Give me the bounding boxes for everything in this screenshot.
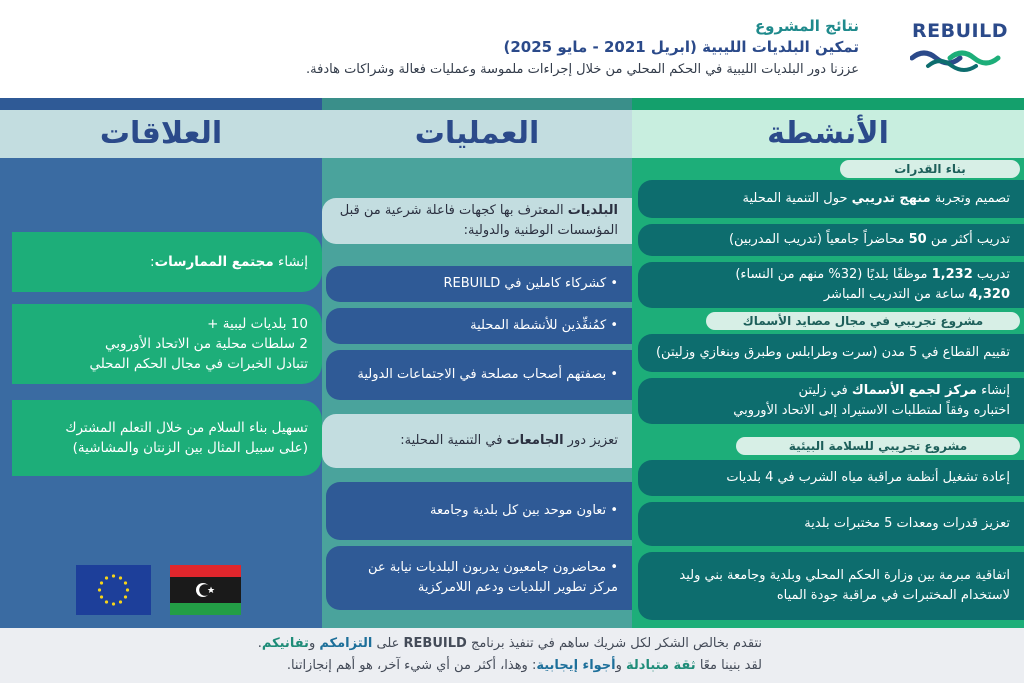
text: تدريب bbox=[972, 267, 1010, 282]
rebuild-waves-icon bbox=[910, 46, 1002, 74]
page-subtitle: تمكين البلديات الليبية (ابريل 2021 - مايو 2025) bbox=[503, 38, 859, 56]
text: و bbox=[308, 636, 320, 651]
text-bold: منهج تدريبي bbox=[851, 191, 931, 206]
activity-fish-assessment bbox=[638, 334, 1024, 372]
relation-municipalities-exchange bbox=[12, 304, 322, 384]
text: • بصفتهم أصحاب مصلحة في الاجتماعات الدولية bbox=[357, 367, 618, 382]
activity-staff-training bbox=[638, 262, 1024, 308]
text-bold: 50 bbox=[908, 232, 927, 247]
text: في زليتن bbox=[798, 383, 852, 398]
text: محاضراً جامعياً (تدريب المدربين) bbox=[728, 232, 909, 247]
text: كمُنفِّذين للأنشطة المحلية bbox=[470, 318, 607, 333]
text-bold: 4,320 bbox=[968, 287, 1010, 302]
operation-lecturers bbox=[326, 546, 632, 610]
text: كشركاء كاملين في REBUILD bbox=[443, 276, 607, 291]
page-description: عززنا دور البلديات الليبية في الحكم المحلي من خلال إجراءات ملموسة وعمليات فعالة وشراكات هادفة. bbox=[306, 62, 859, 77]
operation-cooperation bbox=[326, 482, 632, 540]
text: : bbox=[150, 254, 155, 270]
relation-peacebuilding bbox=[12, 400, 322, 476]
text-bold: مركز لجمع الأسماك bbox=[851, 383, 977, 398]
text: إنشاء bbox=[273, 254, 308, 270]
operations-municipalities-intro bbox=[322, 198, 632, 244]
text: تقييم القطاع في 5 مدن (سرت وطرابلس وطبرق وبنغازي وزليتن) bbox=[655, 345, 1010, 360]
text: : وهذا، أكثر من أي شيء آخر، هو أهم إنجازاتنا. bbox=[286, 658, 537, 673]
text: تعاون موحد بين كل بلدية وجامعة bbox=[430, 503, 607, 518]
text: . bbox=[257, 636, 262, 651]
text-accent: أجواء إيجابية bbox=[536, 658, 616, 673]
footer bbox=[0, 628, 1024, 683]
rebuild-logo: REBUILD bbox=[912, 20, 1008, 42]
capacity-building-pill: بناء القدرات bbox=[840, 160, 1020, 178]
text: تعزيز قدرات ومعدات 5 مختبرات بلدية bbox=[804, 516, 1010, 531]
libya-flag-icon bbox=[170, 565, 241, 615]
text: (على سبيل المثال بين الزنتان والمشاشية) bbox=[72, 440, 308, 456]
text-accent: تفانيكم bbox=[261, 636, 309, 651]
activity-fish-center bbox=[638, 378, 1024, 424]
text: محاضرون جامعيون يدربون البلديات نيابة عن مركز تطوير البلديات ودعم اللامركزية bbox=[367, 560, 618, 595]
text: 2 سلطات محلية من الاتحاد الأوروبي bbox=[104, 336, 308, 352]
text: ساعة من التدريب المباشر bbox=[823, 287, 969, 302]
operation-stakeholders bbox=[326, 350, 632, 400]
operations-top-band bbox=[322, 98, 632, 110]
text: على bbox=[372, 636, 404, 651]
footer-thanks bbox=[258, 636, 762, 651]
operations-universities-intro bbox=[322, 414, 632, 468]
text: • تعاون موحد بين كل بلدية وجامعة bbox=[430, 503, 618, 518]
text-accent: التزامكم bbox=[319, 636, 373, 651]
operations-heading: العمليات bbox=[322, 110, 632, 158]
environment-pill: مشروع تجريبي للسلامة البيئية bbox=[736, 437, 1020, 455]
text-accent: ثقة متبادلة bbox=[626, 658, 696, 673]
activity-labs bbox=[638, 502, 1024, 546]
text-bold: البلديات bbox=[567, 203, 618, 218]
text: موظفًا بلديًا (32% منهم من النساء) bbox=[735, 267, 932, 282]
text: المعترف بها كجهات فاعلة شرعية من قبل المؤسسات الوطنية والدولية: bbox=[339, 203, 618, 238]
project-results-title: نتائج المشروع bbox=[754, 17, 859, 35]
activities-top-band bbox=[632, 98, 1024, 110]
text: • كشركاء كاملين في REBUILD bbox=[443, 276, 618, 291]
activity-water-monitoring bbox=[638, 460, 1024, 496]
text: إعادة تشغيل أنظمة مراقبة مياه الشرب في 4 بلديات bbox=[726, 470, 1010, 485]
relation-community-of-practice bbox=[12, 232, 322, 292]
text: في التنمية المحلية: bbox=[400, 433, 507, 448]
eu-flag-icon bbox=[76, 565, 151, 615]
fisheries-pill: مشروع تجريبي في مجال مصايد الأسماك bbox=[706, 312, 1020, 330]
text-bold: مجتمع الممارسات bbox=[154, 254, 274, 270]
text-bold: REBUILD bbox=[403, 636, 467, 651]
relations-top-band bbox=[0, 98, 322, 110]
operation-implementers bbox=[326, 308, 632, 344]
text: لقد بنينا معًا bbox=[695, 658, 762, 673]
activity-tot bbox=[638, 224, 1024, 256]
activity-curriculum bbox=[638, 180, 1024, 218]
text: بصفتهم أصحاب مصلحة في الاجتماعات الدولية bbox=[357, 367, 607, 382]
footer-achievement bbox=[287, 658, 762, 673]
text: • محاضرون جامعيون يدربون البلديات نيابة عن مركز تطوير البلديات ودعم اللامركزية bbox=[367, 560, 618, 595]
text: نتقدم بخالص الشكر لكل شريك ساهم في تنفيذ برنامج bbox=[466, 636, 762, 651]
text: حول التنمية المحلية bbox=[742, 191, 852, 206]
activities-heading: الأنشطة bbox=[632, 110, 1024, 158]
activity-agreement bbox=[638, 552, 1024, 620]
text: تسهيل بناء السلام من خلال التعلم المشترك bbox=[65, 420, 308, 436]
text: تصميم وتجربة bbox=[930, 191, 1010, 206]
text: تعزيز دور bbox=[563, 433, 618, 448]
text: إنشاء bbox=[976, 383, 1010, 398]
text: تدريب أكثر من bbox=[926, 232, 1010, 247]
relations-heading: العلاقات bbox=[0, 110, 322, 158]
text: تتبادل الخبرات في مجال الحكم المحلي bbox=[89, 356, 308, 372]
text: و bbox=[615, 658, 627, 673]
text: اتفاقية مبرمة بين وزارة الحكم المحلي وبلدية وجامعة بني وليد لاستخدام المختبرات في مراقبة جودة المياه bbox=[679, 568, 1010, 603]
text: 10 بلديات ليبية + bbox=[207, 316, 308, 332]
text: • كمُنفِّذين للأنشطة المحلية bbox=[470, 318, 618, 333]
text-bold: الجامعات bbox=[506, 433, 564, 448]
text-bold: 1,232 bbox=[931, 267, 973, 282]
text: اختباره وفقاً لمتطلبات الاستيراد إلى الاتحاد الأوروبي bbox=[733, 403, 1010, 418]
operation-partners bbox=[326, 266, 632, 302]
